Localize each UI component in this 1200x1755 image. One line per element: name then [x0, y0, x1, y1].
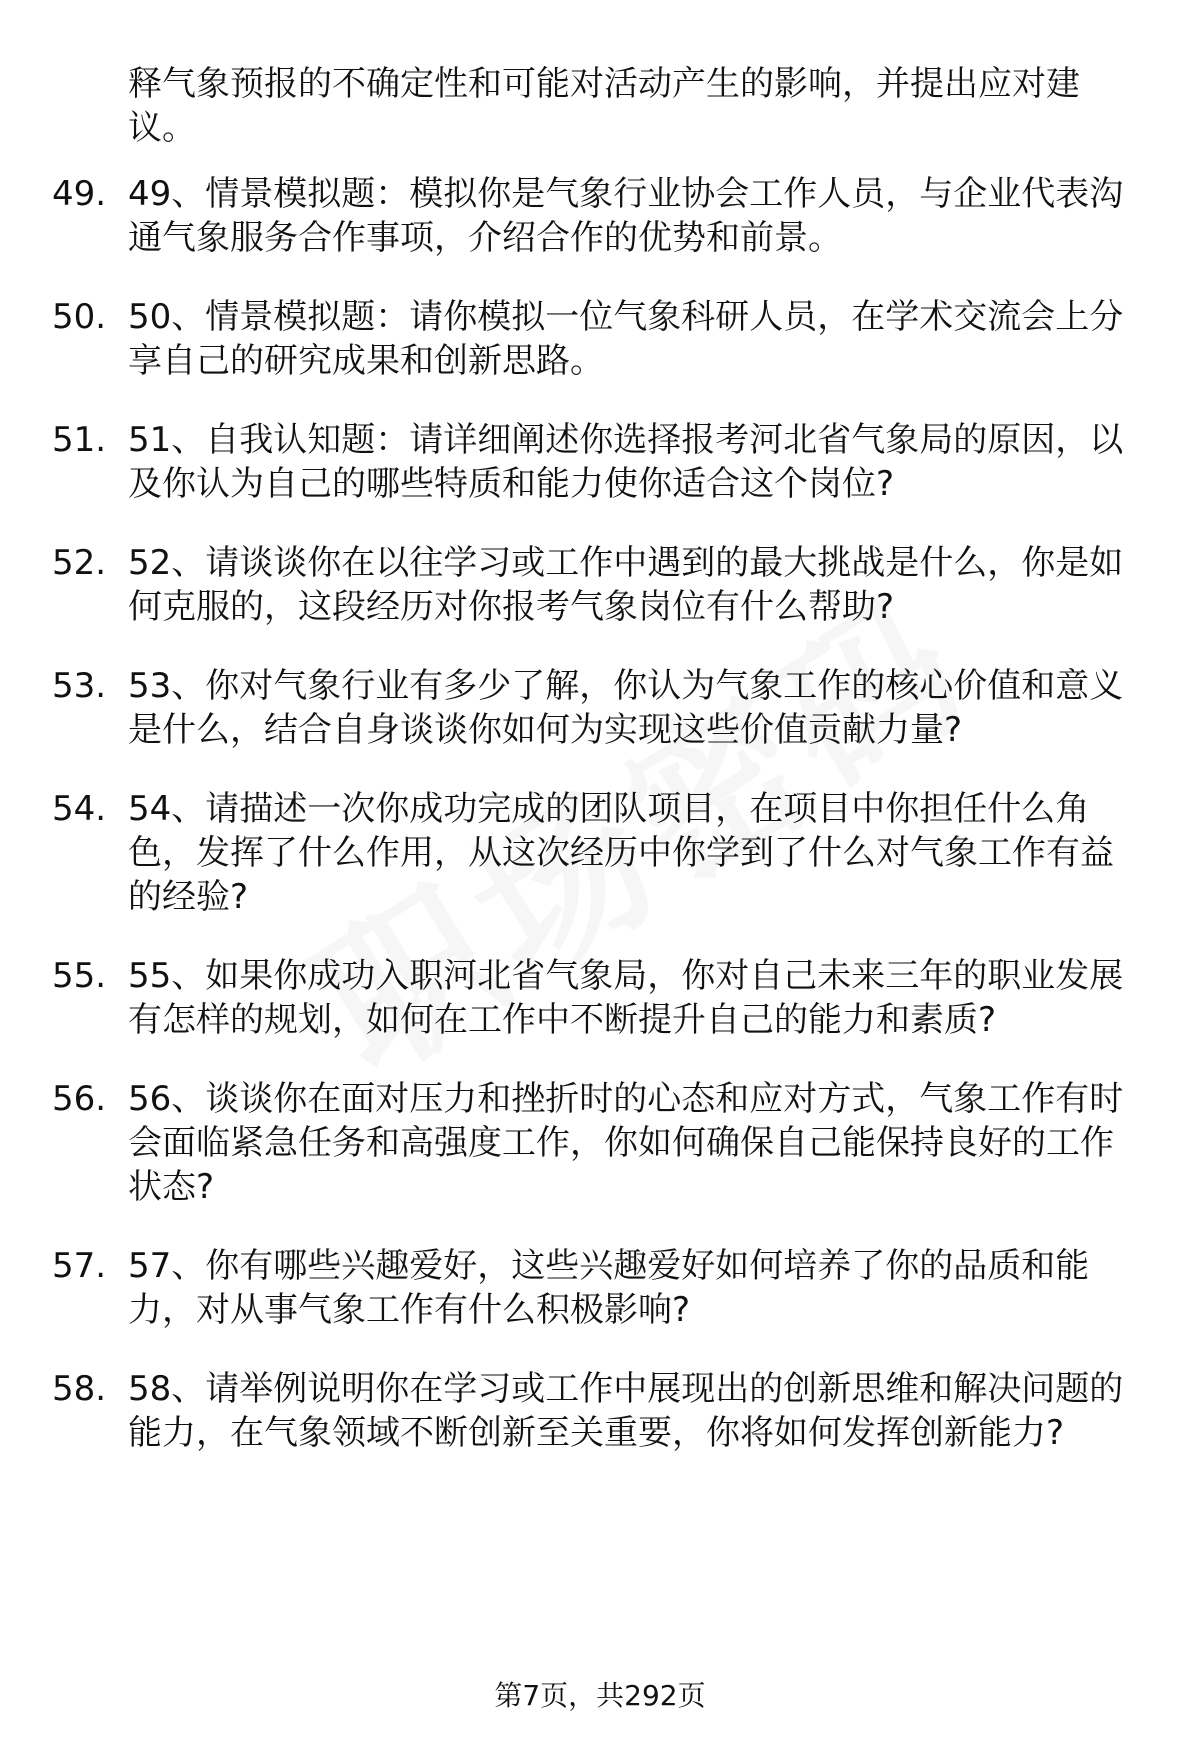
- question-item: [0, 172, 1200, 260]
- question-number: 52.: [52, 543, 107, 583]
- question-item: [0, 1244, 1200, 1332]
- continued-paragraph: 释气象预报的不确定性和可能对活动产生的影响，并提出应对建议。: [128, 64, 1080, 148]
- question-text: 55、如果你成功入职河北省气象局，你对自己未来三年的职业发展有怎样的规划，如何在工作中不断提升自己的能力和素质?: [128, 956, 1124, 1040]
- question-item: [0, 295, 1200, 383]
- question-text: 56、谈谈你在面对压力和挫折时的心态和应对方式，气象工作有时会面临紧急任务和高强度工作，你如何确保自己能保持良好的工作状态?: [128, 1079, 1124, 1207]
- question-list: [0, 172, 1200, 1490]
- question-item: [0, 418, 1200, 506]
- question-item: [0, 954, 1200, 1042]
- question-number: 50.: [52, 297, 107, 337]
- question-text: 53、你对气象行业有多少了解，你认为气象工作的核心价值和意义是什么，结合自身谈谈你如何为实现这些价值贡献力量?: [128, 666, 1124, 750]
- question-number: 49.: [52, 174, 107, 214]
- question-number: 57.: [52, 1246, 107, 1286]
- question-number: 58.: [52, 1369, 107, 1409]
- question-item: [0, 1077, 1200, 1209]
- question-number: 54.: [52, 789, 107, 829]
- question-item: [0, 664, 1200, 752]
- question-text: 50、情景模拟题：请你模拟一位气象科研人员，在学术交流会上分享自己的研究成果和创新思路。: [128, 297, 1124, 381]
- question-text: 52、请谈谈你在以往学习或工作中遇到的最大挑战是什么，你是如何克服的，这段经历对你报考气象岗位有什么帮助?: [128, 543, 1124, 627]
- question-text: 54、请描述一次你成功完成的团队项目，在项目中你担任什么角色，发挥了什么作用，从这次经历中你学到了什么对气象工作有益的经验?: [128, 789, 1114, 917]
- question-number: 55.: [52, 956, 107, 996]
- question-number: 51.: [52, 420, 107, 460]
- question-number: 56.: [52, 1079, 107, 1119]
- question-text: 51、自我认知题：请详细阐述你选择报考河北省气象局的原因，以及你认为自己的哪些特质和能力使你适合这个岗位?: [128, 420, 1124, 504]
- question-text: 58、请举例说明你在学习或工作中展现出的创新思维和解决问题的能力，在气象领域不断创新至关重要，你将如何发挥创新能力?: [128, 1369, 1124, 1453]
- question-number: 53.: [52, 666, 107, 706]
- question-text: 57、你有哪些兴趣爱好，这些兴趣爱好如何培养了你的品质和能力，对从事气象工作有什么积极影响?: [128, 1246, 1090, 1330]
- question-text: 49、情景模拟题：模拟你是气象行业协会工作人员，与企业代表沟通气象服务合作事项，介绍合作的优势和前景。: [128, 174, 1124, 258]
- question-item: [0, 1367, 1200, 1455]
- page-footer: 第7页，共292页: [494, 1679, 706, 1712]
- question-item: [0, 541, 1200, 629]
- question-item: [0, 787, 1200, 919]
